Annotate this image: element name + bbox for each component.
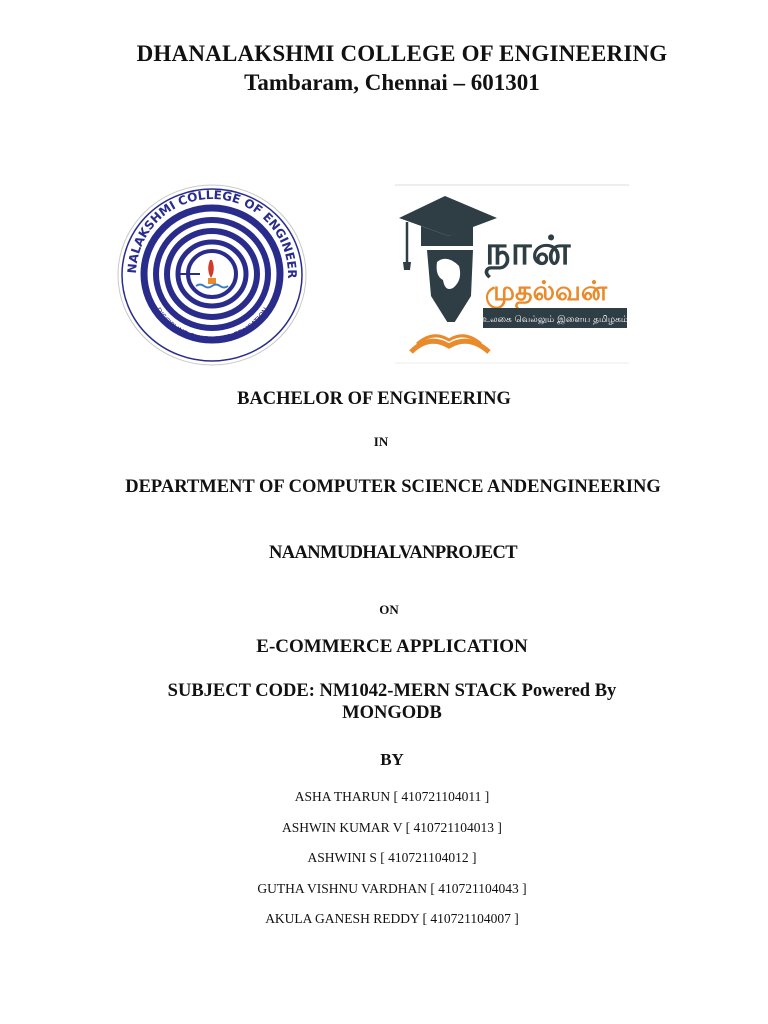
- naan-mudhalvan-logo: [393, 184, 631, 364]
- seal-ring-text: NALAKSHMI COLLEGE OF ENGINEER: [124, 187, 300, 279]
- subject-code-line1: SUBJECT CODE: NM1042-MERN STACK Powered By: [167, 681, 617, 701]
- college-name: DHANALAKSHMI COLLEGE OF ENGINEERING: [136, 41, 668, 66]
- degree-title: BACHELOR OF ENGINEERING: [237, 389, 511, 409]
- graduation-cap-icon: [399, 196, 497, 236]
- college-address: Tambaram, Chennai – 601301: [244, 70, 540, 95]
- logo-title-line1: நான்: [485, 228, 571, 274]
- project-title: NAANMUDHALVANPROJECT: [268, 543, 518, 563]
- on-label: ON: [379, 602, 399, 617]
- team-member: ASHWINI S [ 410721104012 ]: [307, 850, 477, 865]
- team-member: ASHA THARUN [ 410721104011 ]: [294, 789, 490, 804]
- logo-tagline: உலகை வெல்லும் இளைய தமிழகம்: [481, 315, 629, 325]
- team-member: GUTHA VISHNU VARDHAN [ 410721104043 ]: [257, 881, 527, 896]
- team-member: ASHWIN KUMAR V [ 410721104013 ]: [282, 820, 502, 835]
- seal-motto-text: DISCIPLINE CHARACTER EDUCATION: [153, 305, 271, 344]
- team-member: AKULA GANESH REDDY [ 410721104007 ]: [265, 911, 519, 926]
- department-title: DEPARTMENT OF COMPUTER SCIENCE ANDENGINEERING: [125, 477, 661, 497]
- by-label: BY: [380, 750, 404, 769]
- logo-title-line2: முதல்வன்: [485, 276, 608, 307]
- subject-code-line2: MONGODB: [342, 703, 442, 723]
- college-seal-logo: [114, 182, 310, 368]
- in-label: IN: [373, 434, 389, 449]
- application-title: E-COMMERCE APPLICATION: [256, 636, 528, 657]
